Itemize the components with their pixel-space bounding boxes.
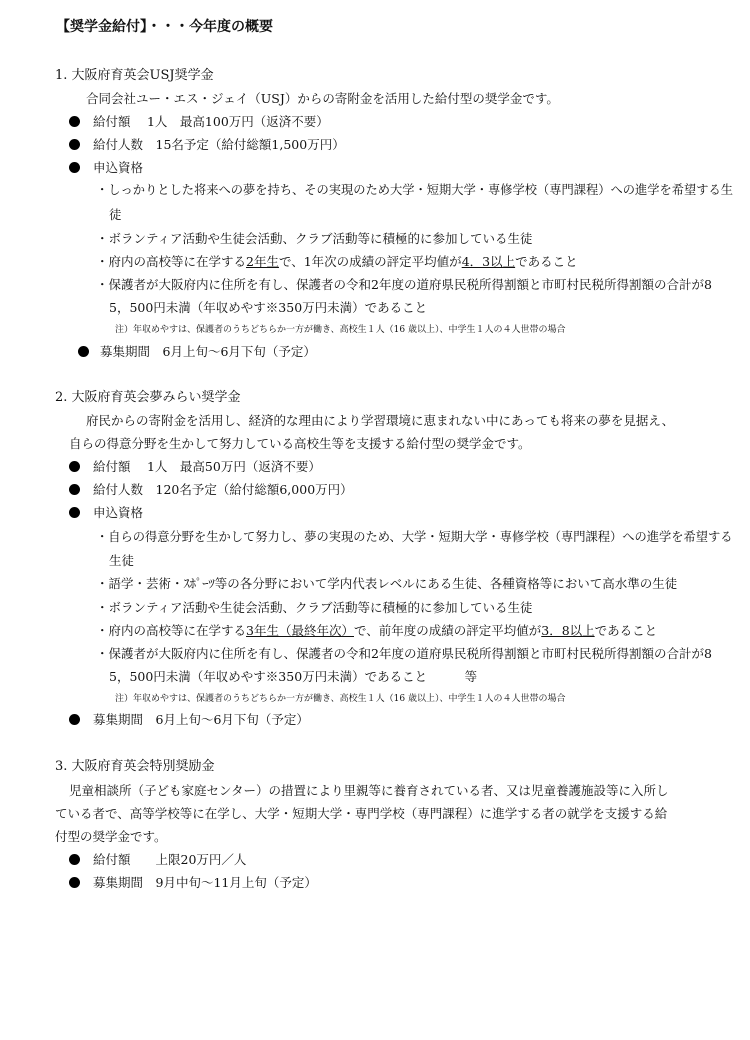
section-2-intro-cont: 自らの得意分野を生かして努力している高校生等を支援する給付型の奨学金です。 <box>69 436 531 451</box>
section-2-note: 注）年収めやすは、保護者のうちどちらか一方が働き、高校生１人（16 歳以上）、中学生１人の４人世帯の場合 <box>115 694 566 704</box>
section-1-note: 注）年収めやすは、保護者のうちどちらか一方が働き、高校生１人（16 歳以上）、中学生１人の４人世帯の場合 <box>115 325 566 335</box>
section-2-amount: 給付額 1人 最高50万円（返済不要） <box>93 459 321 474</box>
bullet-icon <box>69 139 80 150</box>
section-2-title: 2. 大阪府育英会夢みらい奨学金 <box>55 390 241 405</box>
section-3-intro-cont-1: ている者で、高等学校等に在学し、大学・短期大学・専門学校（専門課程）に進学する者の就学を支援する給 <box>55 806 668 821</box>
section-2-eligibility-label: 申込資格 <box>93 505 144 520</box>
section-1-eligibility-3: ・府内の高校等に在学する2年生で、1年次の成績の評定平均値が4．3以上であること <box>96 254 578 269</box>
section-1-eligibility-2: ・ボランティア活動や生徒会活動、クラブ活動等に積極的に参加している生徒 <box>96 231 533 246</box>
section-2-people: 給付人数 120名予定（給付総額6,000万円） <box>93 482 353 497</box>
section-1-eligibility-label: 申込資格 <box>93 160 144 175</box>
section-1-period: 募集期間 6月上旬～6月下旬（予定） <box>100 344 316 359</box>
bullet-icon <box>69 116 80 127</box>
section-1-eligibility-4-cont: 5，500円未満（年収めやす※350万円未満）であること <box>109 300 428 315</box>
section-2-eligibility-5-cont: 5，500円未満（年収めやす※350万円未満）であること 等 <box>109 669 478 684</box>
page-title: 【奨学金給付】・・・今年度の概要 <box>56 19 273 35</box>
section-1-eligibility-1-cont: 徒 <box>109 207 122 222</box>
section-2-eligibility-1: ・自らの得意分野を生かして努力し、夢の実現のため、大学・短期大学・専修学校（専門課程）への進学を希望する <box>96 530 733 544</box>
section-2-eligibility-3: ・ボランティア活動や生徒会活動、クラブ活動等に積極的に参加している生徒 <box>96 600 533 615</box>
bullet-icon <box>69 484 80 495</box>
section-2-eligibility-1-cont: 生徒 <box>109 553 135 568</box>
bullet-icon <box>69 714 80 725</box>
bullet-icon <box>78 346 89 357</box>
section-2-period: 募集期間 6月上旬～6月下旬（予定） <box>93 712 309 727</box>
bullet-icon <box>69 507 80 518</box>
section-3-period: 募集期間 9月中旬～11月上旬（予定） <box>93 875 317 890</box>
section-1-eligibility-4: ・保護者が大阪府内に住所を有し、保護者の令和2年度の道府県民税所得割額と市町村民税所得割額の合計が8 <box>96 277 712 292</box>
section-2-intro: 府民からの寄附金を活用し、経済的な理由により学習環境に恵まれない中にあっても将来の夢を見据え、 <box>86 413 675 428</box>
section-3-intro: 児童相談所（子ども家庭センター）の措置により里親等に養育されている者、又は児童養護施設等に入所し <box>69 783 669 798</box>
section-3-title: 3. 大阪府育英会特別奨励金 <box>55 759 215 774</box>
bullet-icon <box>69 854 80 865</box>
bullet-icon <box>69 877 80 888</box>
bullet-icon <box>69 461 80 472</box>
section-3-intro-cont-2: 付型の奨学金です。 <box>55 829 167 844</box>
bullet-icon <box>69 162 80 173</box>
section-1-people: 給付人数 15名予定（給付総額1,500万円） <box>93 137 345 152</box>
section-1-intro: 合同会社ユー・エス・ジェイ（USJ）からの寄附金を活用した給付型の奨学金です。 <box>86 91 559 106</box>
section-1-amount: 給付額 1人 最高100万円（返済不要） <box>93 114 329 129</box>
section-2-eligibility-5: ・保護者が大阪府内に住所を有し、保護者の令和2年度の道府県民税所得割額と市町村民税所得割額の合計が8 <box>96 646 712 661</box>
section-2-eligibility-2: ・語学・芸術・ｽﾎﾟｰﾂ等の各分野において学内代表レベルにある生徒、各種資格等において高水準の生徒 <box>96 576 678 591</box>
section-1-eligibility-1: ・しっかりとした将来への夢を持ち、その実現のため大学・短期大学・専修学校（専門課程）への進学を希望する生 <box>96 183 733 197</box>
section-1-title: 1. 大阪府育英会USJ奨学金 <box>55 68 214 83</box>
section-3-amount: 給付額 上限20万円／人 <box>93 852 247 867</box>
section-2-eligibility-4: ・府内の高校等に在学する3年生（最終年次）で、前年度の成績の評定平均値が3．8以上であること <box>96 623 658 638</box>
